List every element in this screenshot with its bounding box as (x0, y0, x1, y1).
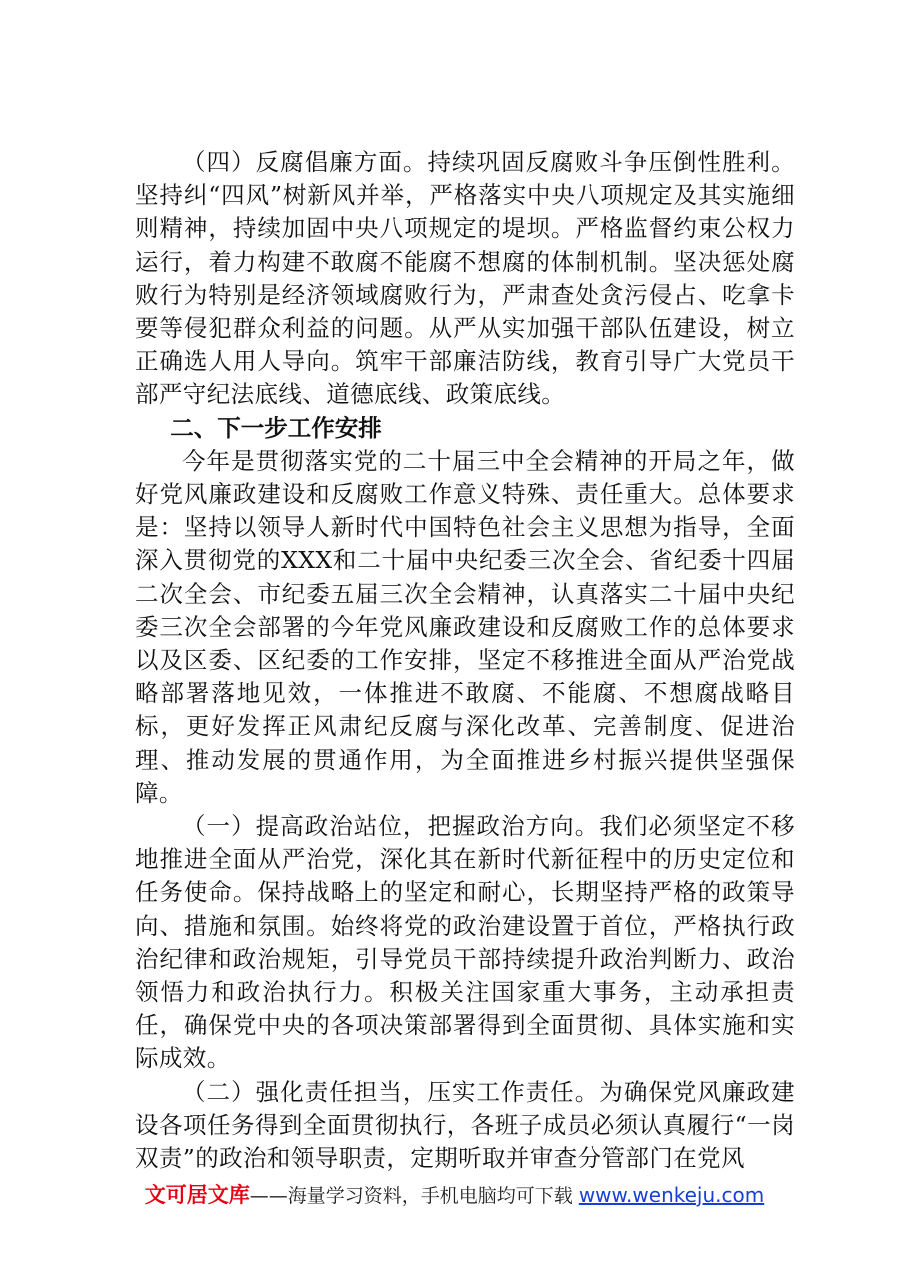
paragraph-political-stance: （一）提高政治站位，把握政治方向。我们必须坚定不移地推进全面从严治党，深化其在新时代新征程中的历史定位和任务使命。保持战略上的坚定和耐心，长期坚持严格的政策导向、措施和氛围。始终将党的政治建设置于首位，严格执行政治纪律和政治规矩，引导党员干部持续提升政治判断力、政治领悟力和政治执行力。积极关注国家重大事务，主动承担责任，确保党中央的各项决策部署得到全面贯彻、具体实施和实际成效。 (135, 812, 795, 1073)
footer-tagline: ——海量学习资料，手机电脑均可下载 (249, 1185, 573, 1207)
section-heading-next-steps: 二、下一步工作安排 (170, 413, 382, 442)
paragraph-overall-requirements: 今年是贯彻落实党的二十届三中全会精神的开局之年，做好党风廉政建设和反腐败工作意义特殊、责任重大。总体要求是：坚持以领导人新时代中国特色社会主义思想为指导，全面深入贯彻党的XXX和二十届中央纪委三次全会、省纪委十四届二次全会、市纪委五届三次全会精神，认真落实二十届中央纪委三次全会部署的今年党风廉政建设和反腐败工作的总体要求以及区委、区纪委的工作安排，坚定不移推进全面从严治党战略部署落地见效，一体推进不敢腐、不能腐、不想腐战略目标，更好发挥正风肃纪反腐与深化改革、完善制度、促进治理、推动发展的贯通作用，为全面推进乡村振兴提供坚强保障。 (135, 446, 795, 807)
paragraph-anti-corruption: （四）反腐倡廉方面。持续巩固反腐败斗争压倒性胜利。坚持纠“四风”树新风并举，严格落实中央八项规定及其实施细则精神，持续加固中央八项规定的堤坝。严格监督约束公权力运行，着力构建不敢腐不能腐不想腐的体制机制。坚决惩处腐败行为特别是经济领域腐败行为，严肃查处贪污侵占、吃拿卡要等侵犯群众利益的问题。从严从实加强干部队伍建设，树立正确选人用人导向。筑牢干部廉洁防线，教育引导广大党员干部严守纪法底线、道德底线、政策底线。 (135, 148, 795, 409)
footer-url-link[interactable]: www.wenkeju.com (578, 1183, 765, 1207)
footer-brand: 文可居文库 (144, 1183, 250, 1207)
paragraph-responsibility: （二）强化责任担当，压实工作责任。为确保党风廉政建设各项任务得到全面贯彻执行，各班子成员必须认真履行“一岗双责”的政治和领导职责，定期听取并审查分管部门在党风 (135, 1077, 795, 1173)
document-body (135, 146, 795, 1175)
footer-watermark (0, 1182, 909, 1209)
